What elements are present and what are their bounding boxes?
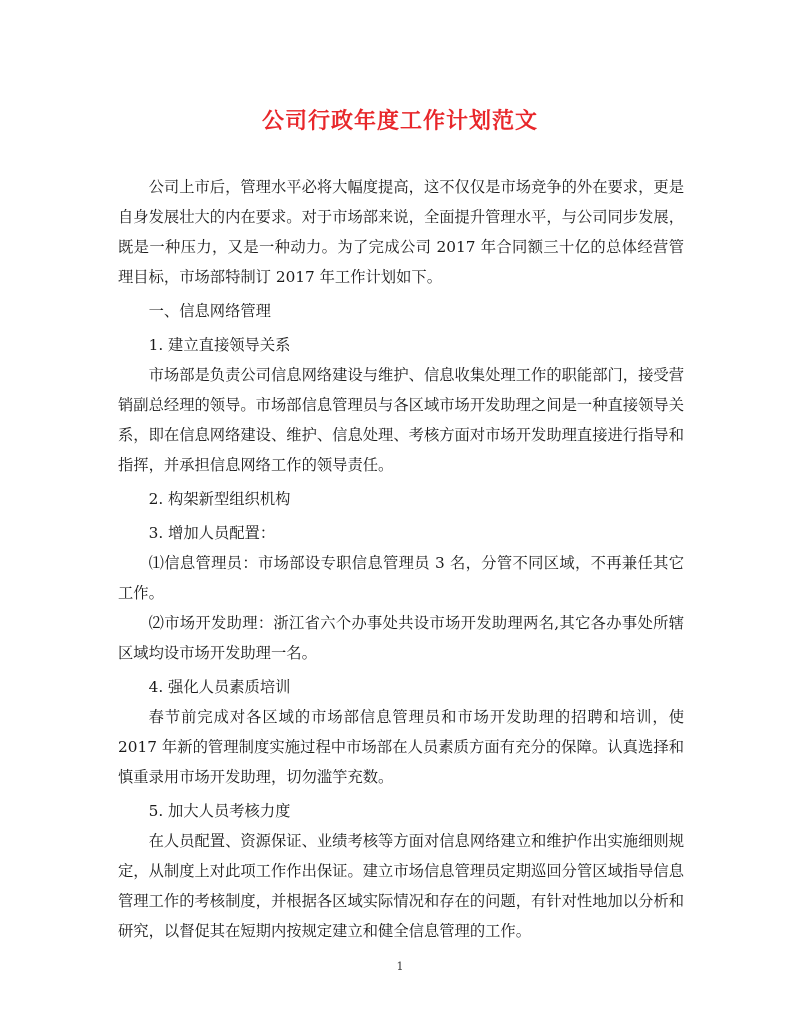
paragraph-market-assistant: ⑵市场开发助理：浙江省六个办事处共设市场开发助理两名,其它各办事处所辖区域均设市场开发助理一名。 xyxy=(118,614,684,662)
paragraph-assessment: 在人员配置、资源保证、业绩考核等方面对信息网络建立和维护作出实施细则规定，从制度上对此项工作作出保证。建立市场信息管理员定期巡回分管区域指导信息管理工作的考核制度，并根据各区域实际情况和存在的问题，有针对性地加以分析和研究，以督促其在短期内按规定建立和健全信息管理的工作。 xyxy=(118,832,684,940)
subsection-heading-1: 1. 建立直接领导关系 xyxy=(148,336,291,354)
document-body xyxy=(118,172,684,946)
subsection-heading-5: 5. 加大人员考核力度 xyxy=(148,802,291,820)
document-title: 公司行政年度工作计划范文 xyxy=(261,108,538,134)
subsection-heading-4: 4. 强化人员素质培训 xyxy=(148,678,291,696)
subsection-heading-3: 3. 增加人员配置： xyxy=(148,524,276,542)
section-heading-1: 一、信息网络管理 xyxy=(148,302,271,320)
paragraph-info-manager: ⑴信息管理员：市场部设专职信息管理员 3 名，分管不同区域，不再兼任其它工作。 xyxy=(118,554,684,602)
paragraph-leadership: 市场部是负责公司信息网络建设与维护、信息收集处理工作的职能部门，接受营销副总经理的领导。市场部信息管理员与各区域市场开发助理之间是一种直接领导关系，即在信息网络建设、维护、信息处理、考核方面对市场开发助理直接进行指导和指挥，并承担信息网络工作的领导责任。 xyxy=(118,366,684,474)
subsection-heading-2: 2. 构架新型组织机构 xyxy=(148,490,291,508)
page-number: 1 xyxy=(396,960,404,973)
paragraph-intro: 公司上市后，管理水平必将大幅度提高，这不仅仅是市场竞争的外在要求，更是自身发展壮大的内在要求。对于市场部来说，全面提升管理水平，与公司同步发展，既是一种压力，又是一种动力。为了完成公司 2017 年合同额三十亿的总体经营管理目标，市场部特制订 2017 年工作计划如下。 xyxy=(118,178,684,286)
paragraph-training: 春节前完成对各区域的市场部信息管理员和市场开发助理的招聘和培训，使 2017 年新的管理制度实施过程中市场部在人员素质方面有充分的保障。认真选择和慎重录用市场开发助理，切勿滥竽充数。 xyxy=(118,708,684,786)
